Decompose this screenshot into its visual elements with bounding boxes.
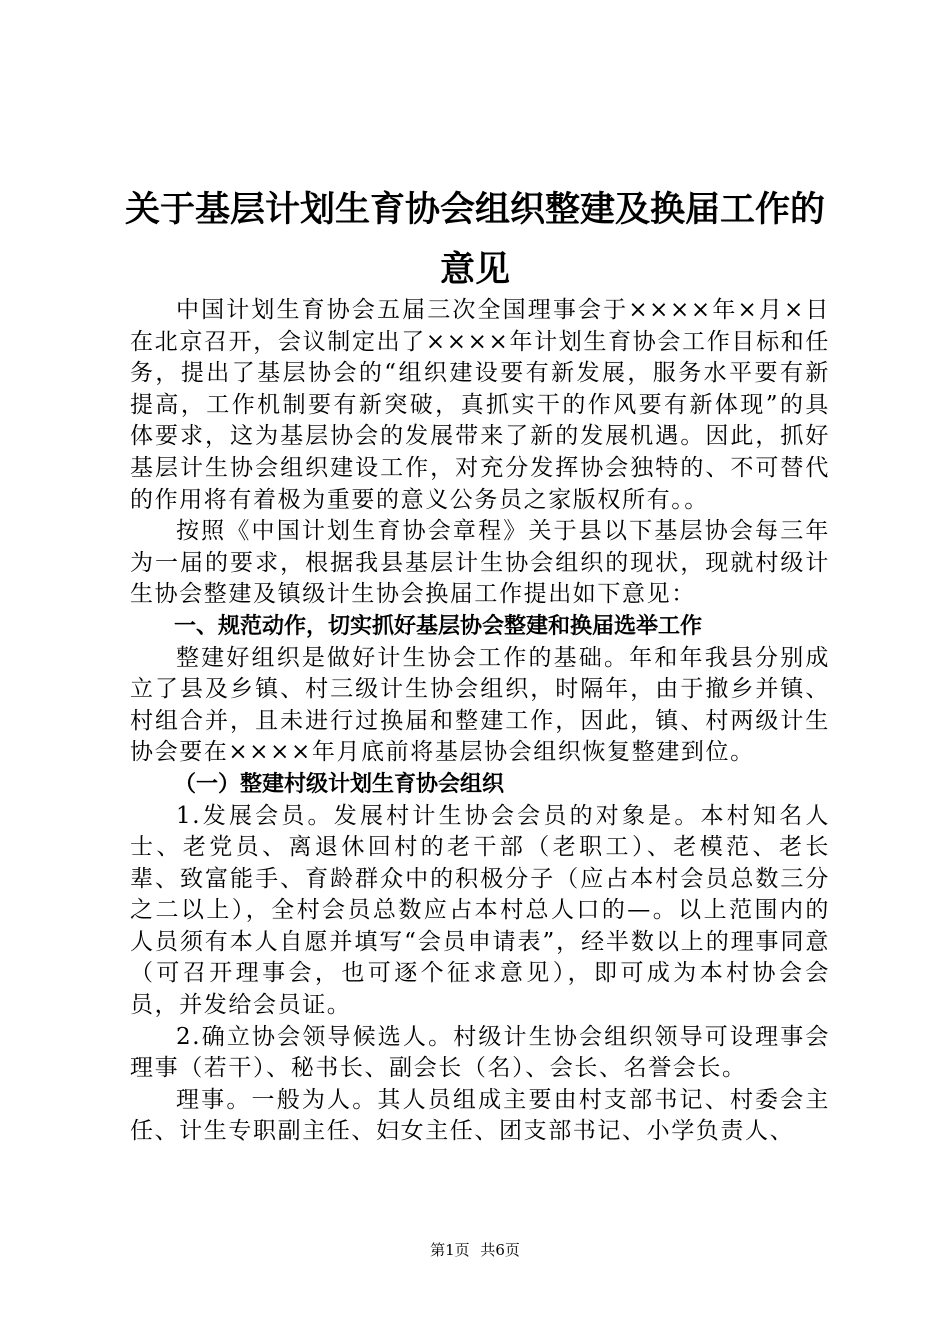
paragraph-item-council: 理事。一般为人。其人员组成主要由村支部书记、村委会主任、计生专职副主任、妇女主任、团支部书记、小学负责人、 bbox=[130, 1086, 830, 1145]
paragraph-item-1: 1.发展会员。发展村计生协会会员的对象是。本村知名人士、老党员、离退休回村的老干部（老职工）、老模范、老长辈、致富能手、育龄群众中的积极分子（应占本村会员总数三分之二以上），全村会员总数应占本村总人口的—。以上范围内的人员须有本人自愿并填写“会员申请表”，经半数以上的理事同意（可召开理事会，也可逐个征求意见），即可成为本村协会会员，并发给会员证。 bbox=[130, 802, 830, 1019]
paragraph-basis: 按照《中国计划生育协会章程》关于县以下基层协会每三年为一届的要求，根据我县基层计生协会组织的现状，现就村级计生协会整建及镇级计生协会换届工作提出如下意见： bbox=[130, 518, 830, 608]
document-title-line-2: 意见 bbox=[439, 250, 510, 290]
page-footer bbox=[0, 1240, 950, 1260]
section-heading-1: 一、规范动作，切实抓好基层协会整建和换届选举工作 bbox=[174, 613, 703, 639]
subsection-heading-1: （一）整建村级计划生育协会组织 bbox=[174, 771, 505, 797]
page-total: 共6页 bbox=[480, 1241, 520, 1259]
paragraph-intro: 中国计划生育协会五届三次全国理事会于××××年×月×日在北京召开，会议制定出了××××年计划生育协会工作目标和任务，提出了基层协会的“组织建设要有新发展，服务水平要有新提高，工作机制要有新突破，真抓实干的作风要有新体现”的具体要求，这为基层协会的发展带来了新的发展机遇。因此，抓好基层计生协会组织建设工作，对充分发挥协会独特的、不可替代的作用将有着极为重要的意义公务员之家版权所有。。 bbox=[130, 297, 830, 513]
paragraph-section-1: 整建好组织是做好计生协会工作的基础。年和年我县分别成立了县及乡镇、村三级计生协会组织，时隔年，由于撤乡并镇、村组合并，且未进行过换届和整建工作，因此，镇、村两级计生协会要在××××年月底前将基层协会组织恢复整建到位。 bbox=[130, 644, 830, 766]
document-title-line-1: 关于基层计划生育协会组织整建及换届工作的 bbox=[124, 190, 825, 230]
document-body bbox=[130, 295, 830, 1148]
page-number: 第1页 bbox=[430, 1241, 470, 1259]
paragraph-item-2: 2.确立协会领导候选人。村级计生协会组织领导可设理事会理事（若干）、秘书长、副会长（名）、会长、名誉会长。 bbox=[130, 1023, 830, 1082]
